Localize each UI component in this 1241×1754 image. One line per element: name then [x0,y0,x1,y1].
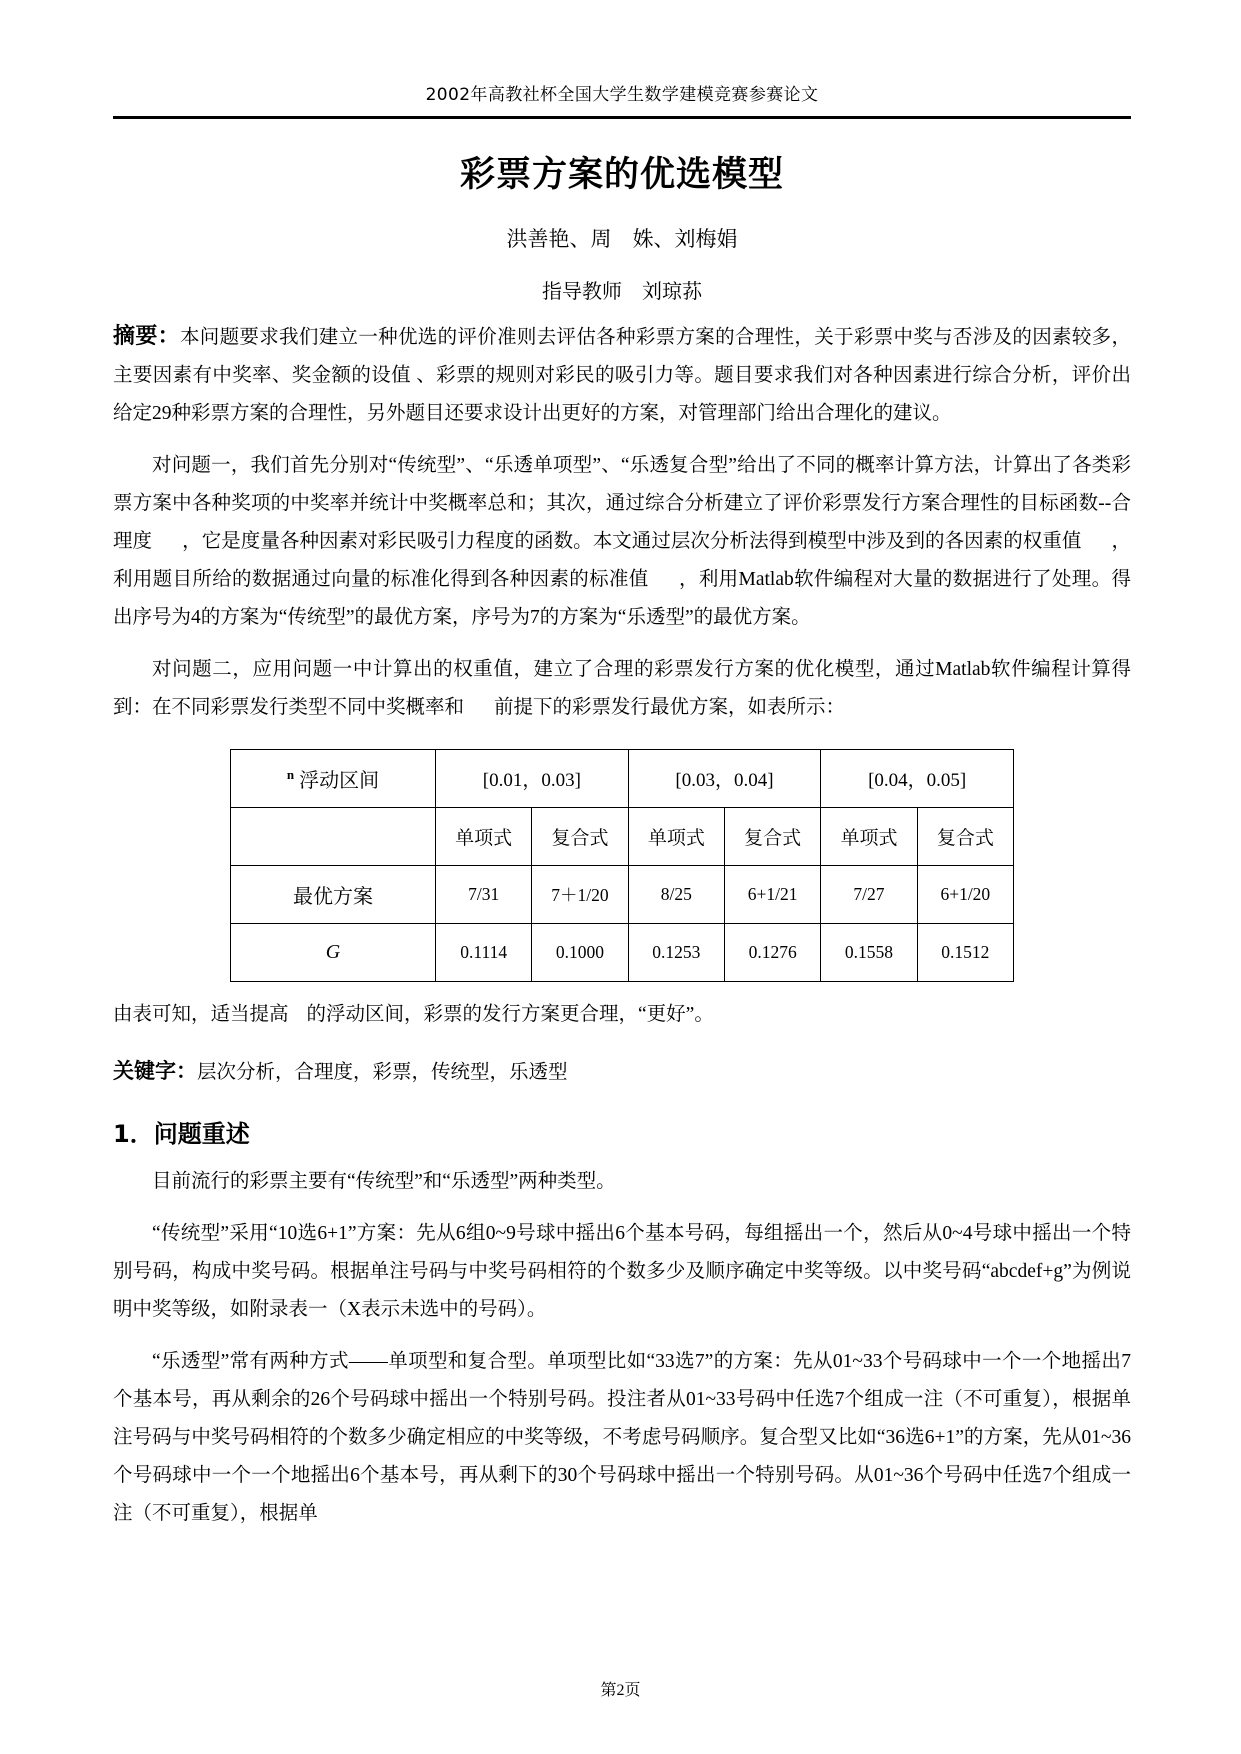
abstract-label: 摘要： [113,324,180,349]
table-cell-0-4: 7/27 [821,866,917,924]
table-subheader-4: 单项式 [821,808,917,866]
after-table-paragraph [113,996,1131,1034]
table-row-label-1: G [231,924,436,982]
table-cell-0-2: 8/25 [628,866,724,924]
table-cell-1-3: 0.1276 [724,924,820,982]
keywords-label: 关键字： [113,1059,197,1083]
section1-paragraph-3: “乐透型”常有两种方式——单项型和复合型。单项型比如“33选7”的方案：先从01~33个号码球中一个一个地摇出7个基本号，再从剩余的26个号码球中摇出一个特别号码。投注者从01~33号码中任选7个组成一注（不可重复），根据单注号码与中奖号码相符的个数多少确定相应的中奖等级，不考虑号码顺序。复合型又比如“36选6+1”的方案，先从01~36个号码球中一个一个地摇出6个基本号，再从剩下的30个号码球中摇出一个特别号码。从01~36个号码中任选7个组成一注（不可重复），根据单 [113,1351,1131,1524]
problem-one-text-a: 对问题一，我们首先分别对“传统型”、“乐透单项型”、“乐透复合型”给出了不同的概率计算方法，计算出了各类彩票方案中各种奖项的中奖率并统计中奖概率总和；其次，通过综合分析建立了评价彩票发行方案合理性的目标函数--合理度 [113,455,1131,552]
table-header-interval-1: [0.01，0.03] [436,750,629,808]
table-row [231,808,1014,866]
page-title: 彩票方案的优选模型 [459,155,784,195]
interval-label-text: 浮动区间 [299,770,380,792]
table-subheader-3: 复合式 [724,808,820,866]
optimal-scheme-table-wrapper [113,749,1131,982]
page-content [113,0,1131,1533]
problem-one-text-c: ，利用题目所给的数据通过向量的标准化得到各种因素的标准值 [113,531,1131,590]
problem-two-text-b: 前提下的彩票发行最优方案，如表所示： [494,697,846,718]
table-subheader-2: 单项式 [628,808,724,866]
after-table-text-a: 由表可知，适当提高 [113,1004,289,1025]
table-cell-1-0: 0.1114 [436,924,532,982]
section-heading-1: 1．问题重述 [113,1120,250,1148]
author-list: 洪善艳、周 姝、刘梅娟 [506,227,738,251]
table-subheader-blank [231,808,436,866]
header-rule [113,116,1131,119]
table-cell-1-5: 0.1512 [917,924,1013,982]
advisor-line: 指导教师 刘琼荪 [542,281,702,303]
problem-two-paragraph [113,651,1131,727]
table-row [231,924,1014,982]
keywords-line [113,1052,1131,1092]
table-subheader-5: 复合式 [917,808,1013,866]
problem-one-paragraph [113,447,1131,637]
table-cell-1-2: 0.1253 [628,924,724,982]
table-header-interval-2: [0.03，0.04] [628,750,821,808]
running-header: 2002年高教社杯全国大学生数学建模竞赛参赛论文 [425,85,819,105]
table-subheader-0: 单项式 [436,808,532,866]
table-cell-1-1: 0.1000 [532,924,628,982]
table-cell-0-5: 6+1/20 [917,866,1013,924]
table-cell-0-3: 6+1/21 [724,866,820,924]
problem-two-text-a: 对问题二，应用问题一中计算出的权重值，建立了合理的彩票发行方案的优化模型，通过Matlab软件编程计算得到：在不同彩票发行类型不同中奖概率和 [113,659,1131,718]
keywords-text: 层次分析，合理度，彩票，传统型，乐透型 [197,1062,568,1083]
section1-paragraph-1: 目前流行的彩票主要有“传统型”和“乐透型”两种类型。 [152,1171,616,1192]
table-cell-0-1: 7＋1/20 [532,866,628,924]
table-header-interval-3: [0.04，0.05] [821,750,1014,808]
optimal-scheme-table [230,749,1014,982]
table-row [231,866,1014,924]
table-row-label-0: 最优方案 [231,866,436,924]
section1-paragraph-2: “传统型”采用“10选6+1”方案：先从6组0~9号球中摇出6个基本号码，每组摇出一个，然后从0~4号球中摇出一个特别号码，构成中奖号码。根据单注号码与中奖号码相符的个数多少及顺序确定中奖等级。以中奖号码“abcdef+g”为例说明中奖等级，如附录表一（X表示未选中的号码）。 [113,1223,1131,1320]
after-table-text-b: 的浮动区间，彩票的发行方案更合理，“更好”。 [306,1004,714,1025]
table-row [231,750,1014,808]
probability-symbol: n [286,767,295,783]
table-subheader-1: 复合式 [532,808,628,866]
problem-one-text-d: ，利用Matlab软件编程对大量的数据进行了处理。得出序号为4的方案为“传统型”的最优方案，序号为7的方案为“乐透型”的最优方案。 [113,569,1131,628]
table-cell-1-4: 0.1558 [821,924,917,982]
table-header-interval-label [231,750,436,808]
problem-one-text-b: ，它是度量各种因素对彩民吸引力程度的函数。本文通过层次分析法得到模型中涉及到的各因素的权重值 [182,531,1082,552]
page-number-footer: 第2页 [600,1682,641,1699]
abstract-text: 本问题要求我们建立一种优选的评价准则去评估各种彩票方案的合理性，关于彩票中奖与否涉及的因素较多，主要因素有中奖率、奖金额的设值 、彩票的规则对彩民的吸引力等。题目要求我们对各种因素进行综合分析，评价出给定29种彩票方案的合理性，另外题目还要求设计出更好的方案，对管理部门给出合理化的建议。 [113,327,1131,424]
table-cell-0-0: 7/31 [436,866,532,924]
abstract-paragraph [113,318,1131,433]
